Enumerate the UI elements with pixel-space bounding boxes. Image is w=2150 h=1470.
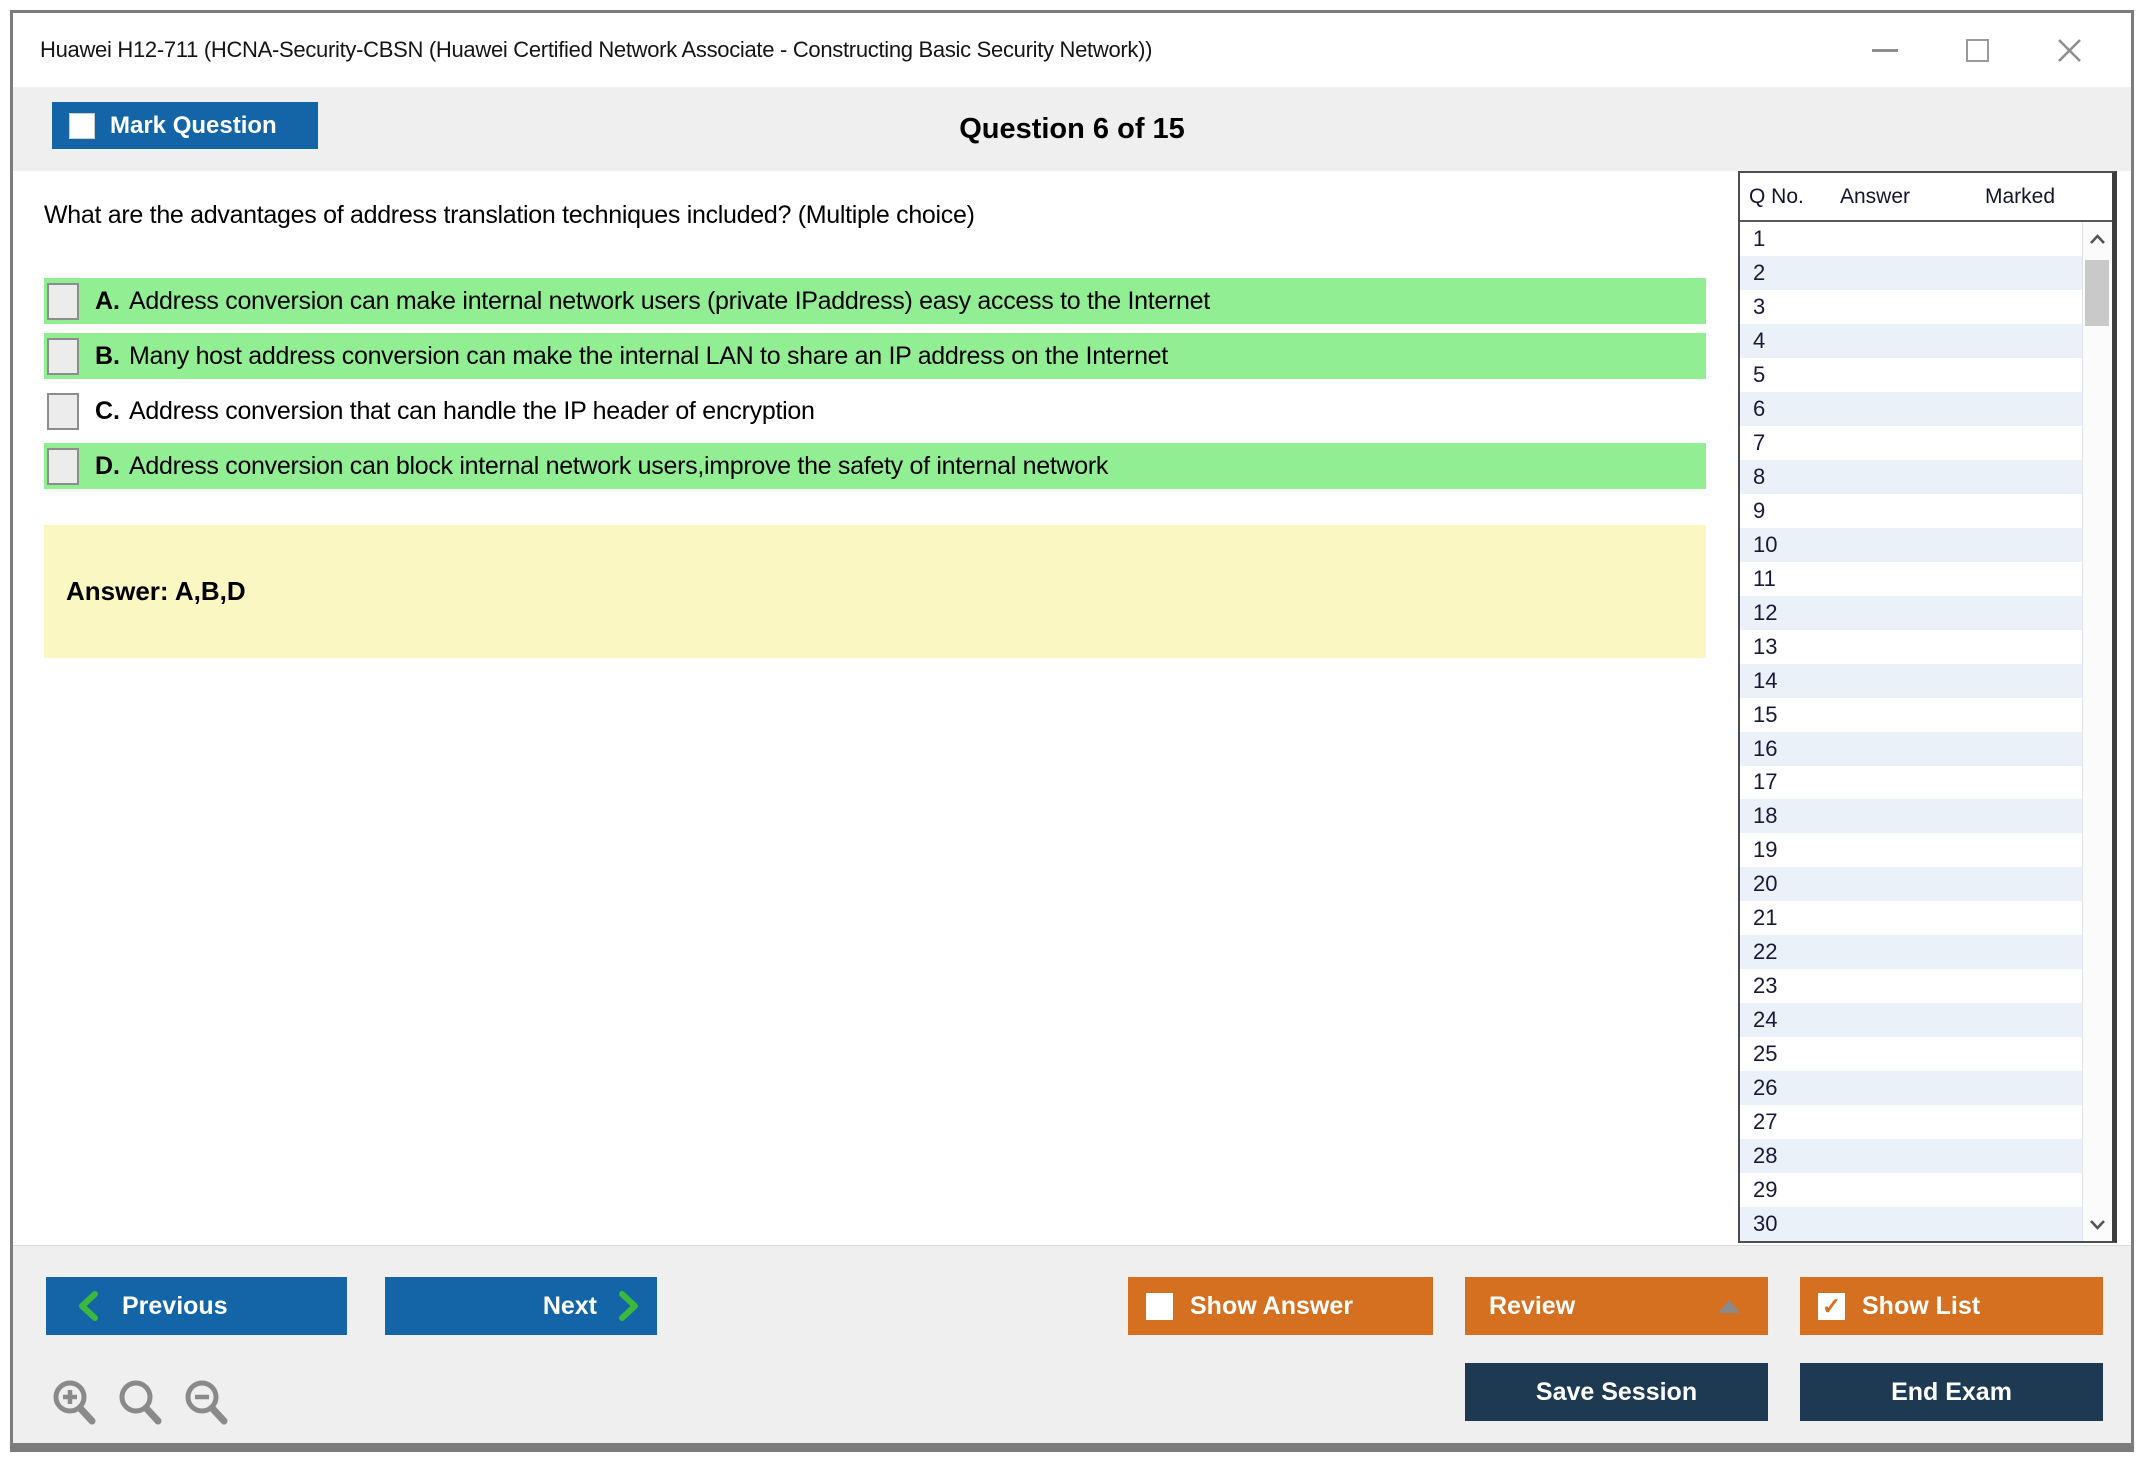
question-list-header xyxy=(1740,173,2112,222)
question-list-row[interactable] xyxy=(1740,596,2082,630)
chevron-up-icon xyxy=(2089,234,2106,245)
question-number-cell: 15 xyxy=(1753,701,1778,727)
previous-label: Previous xyxy=(122,1291,228,1320)
answer-option[interactable] xyxy=(44,443,1706,489)
option-checkbox[interactable] xyxy=(47,338,79,375)
option-letter: D. xyxy=(95,451,120,480)
question-text: What are the advantages of address translation techniques included? (Multiple choice) xyxy=(44,201,975,229)
show-list-checkbox[interactable] xyxy=(1818,1293,1845,1320)
close-button[interactable] xyxy=(2053,34,2085,66)
zoom-out-icon xyxy=(181,1376,233,1430)
footer-bar xyxy=(13,1245,2131,1443)
review-label: Review xyxy=(1489,1291,1576,1320)
question-number-cell: 10 xyxy=(1753,531,1778,557)
question-list-row[interactable] xyxy=(1740,1003,2082,1037)
column-answer: Answer xyxy=(1840,184,1911,208)
question-number-cell: 30 xyxy=(1753,1211,1778,1237)
question-list-body xyxy=(1740,222,2112,1241)
question-number-cell: 9 xyxy=(1753,497,1766,523)
question-number-cell: 1 xyxy=(1753,225,1766,251)
question-number-cell: 28 xyxy=(1753,1143,1778,1169)
zoom-out-button[interactable] xyxy=(181,1376,233,1430)
question-number-cell: 13 xyxy=(1753,633,1778,659)
minimize-icon xyxy=(1872,49,1898,52)
mark-question-label: Mark Question xyxy=(110,111,277,139)
question-list-row[interactable] xyxy=(1740,1037,2082,1071)
show-answer-label: Show Answer xyxy=(1190,1291,1353,1320)
chevron-down-icon xyxy=(2089,1219,2106,1230)
previous-button[interactable] xyxy=(46,1277,347,1335)
option-text: Many host address conversion can make the internal LAN to share an IP address on the Internet xyxy=(129,341,1168,370)
column-q-no: Q No. xyxy=(1749,184,1804,208)
maximize-button[interactable] xyxy=(1961,34,1993,66)
question-list-row[interactable] xyxy=(1740,732,2082,766)
question-number-cell: 22 xyxy=(1753,939,1778,965)
question-list-row[interactable] xyxy=(1740,766,2082,800)
question-number-cell: 3 xyxy=(1753,293,1766,319)
question-list-row[interactable] xyxy=(1740,901,2082,935)
option-text: Address conversion can make internal network users (private IPaddress) easy access to the Internet xyxy=(129,286,1210,315)
answer-option[interactable] xyxy=(44,333,1706,379)
question-number-cell: 2 xyxy=(1753,259,1766,285)
question-number-cell: 26 xyxy=(1753,1075,1778,1101)
option-checkbox[interactable] xyxy=(47,283,79,320)
question-list-row[interactable] xyxy=(1740,528,2082,562)
question-number-cell: 7 xyxy=(1753,429,1766,455)
next-label: Next xyxy=(542,1291,597,1320)
zoom-in-button[interactable] xyxy=(49,1376,101,1430)
question-list-row[interactable] xyxy=(1740,799,2082,833)
question-list-row[interactable] xyxy=(1740,256,2082,290)
magnifier-icon xyxy=(115,1376,167,1430)
show-list-button[interactable] xyxy=(1800,1277,2103,1335)
scrollbar-thumb[interactable] xyxy=(2085,260,2109,326)
content-area xyxy=(13,171,2131,1245)
show-answer-button[interactable] xyxy=(1128,1277,1433,1335)
title-bar xyxy=(13,13,2131,87)
question-list-row[interactable] xyxy=(1740,290,2082,324)
question-number-cell: 14 xyxy=(1753,667,1778,693)
question-list-row[interactable] xyxy=(1740,833,2082,867)
question-list-rows xyxy=(1740,222,2082,1241)
question-number-cell: 20 xyxy=(1753,871,1778,897)
question-number-cell: 8 xyxy=(1753,463,1766,489)
question-list-row[interactable] xyxy=(1740,1105,2082,1139)
question-number-cell: 18 xyxy=(1753,803,1778,829)
question-list-row[interactable] xyxy=(1740,460,2082,494)
question-number-cell: 4 xyxy=(1753,327,1766,353)
question-list-panel xyxy=(1738,171,2117,1243)
option-letter: A. xyxy=(95,286,120,315)
question-number-cell: 6 xyxy=(1753,395,1766,421)
question-number-cell: 25 xyxy=(1753,1041,1778,1067)
question-list-row[interactable] xyxy=(1740,324,2082,358)
question-list-row[interactable] xyxy=(1740,358,2082,392)
question-list-row[interactable] xyxy=(1740,1071,2082,1105)
question-list-row[interactable] xyxy=(1740,426,2082,460)
option-checkbox[interactable] xyxy=(47,393,79,430)
maximize-icon xyxy=(1966,39,1989,62)
save-session-label: Save Session xyxy=(1535,1377,1698,1406)
question-number-cell: 11 xyxy=(1753,565,1776,591)
close-icon xyxy=(2056,37,2083,64)
show-answer-checkbox[interactable] xyxy=(1146,1293,1173,1320)
option-letter: C. xyxy=(95,396,120,425)
question-list-row[interactable] xyxy=(1740,494,2082,528)
option-text: Address conversion that can handle the IP header of encryption xyxy=(129,396,815,425)
option-checkbox[interactable] xyxy=(47,448,79,485)
options-list xyxy=(44,278,1706,489)
option-text: Address conversion can block internal network users,improve the safety of internal network xyxy=(129,451,1109,480)
question-number-cell: 27 xyxy=(1753,1109,1778,1135)
header-bar xyxy=(13,87,2131,171)
window-title: Huawei H12-711 (HCNA-Security-CBSN (Huawei Certified Network Associate - Constructing Basic Security Network)) xyxy=(40,37,1153,62)
next-button[interactable] xyxy=(385,1277,657,1335)
question-list-scrollbar[interactable] xyxy=(2082,222,2112,1241)
question-list-row[interactable] xyxy=(1740,935,2082,969)
minimize-button[interactable] xyxy=(1869,34,1901,66)
scroll-down-button[interactable] xyxy=(2083,1207,2112,1241)
answer-option[interactable] xyxy=(44,278,1706,324)
chevron-right-icon xyxy=(617,1291,641,1321)
question-number-cell: 19 xyxy=(1753,837,1778,863)
question-number-cell: 21 xyxy=(1753,905,1778,931)
window-controls xyxy=(1869,34,2085,66)
question-number-cell: 17 xyxy=(1753,769,1778,795)
question-list-row[interactable] xyxy=(1740,664,2082,698)
end-exam-label: End Exam xyxy=(1891,1377,2012,1406)
question-counter: Question 6 of 15 xyxy=(959,112,1185,145)
triangle-up-icon xyxy=(1718,1300,1740,1313)
review-button[interactable] xyxy=(1465,1277,1768,1335)
save-session-button[interactable] xyxy=(1465,1363,1768,1421)
scroll-up-button[interactable] xyxy=(2083,222,2112,256)
zoom-in-icon xyxy=(49,1376,101,1430)
option-letter: B. xyxy=(95,341,120,370)
question-list-row[interactable] xyxy=(1740,1207,2082,1241)
answer-box xyxy=(44,525,1706,658)
question-number-cell: 23 xyxy=(1753,973,1778,999)
question-number-cell: 12 xyxy=(1753,599,1778,625)
question-list-row[interactable] xyxy=(1740,392,2082,426)
question-list-row[interactable] xyxy=(1740,867,2082,901)
show-list-label: Show List xyxy=(1862,1291,1981,1320)
question-list-row[interactable] xyxy=(1740,562,2082,596)
question-list-row[interactable] xyxy=(1740,1173,2082,1207)
question-list-row[interactable] xyxy=(1740,222,2082,256)
chevron-left-icon xyxy=(76,1291,100,1321)
question-number-cell: 29 xyxy=(1753,1177,1778,1203)
question-list-row[interactable] xyxy=(1740,1139,2082,1173)
answer-text: Answer: A,B,D xyxy=(66,576,246,606)
column-marked: Marked xyxy=(1985,184,2056,208)
end-exam-button[interactable] xyxy=(1800,1363,2103,1421)
answer-option[interactable] xyxy=(44,388,1706,434)
question-number-cell: 24 xyxy=(1753,1007,1778,1033)
question-list-row[interactable] xyxy=(1740,969,2082,1003)
question-number-cell: 16 xyxy=(1753,735,1778,761)
question-list-row[interactable] xyxy=(1740,630,2082,664)
question-number-cell: 5 xyxy=(1753,361,1766,387)
app-window xyxy=(10,10,2134,1452)
zoom-reset-button[interactable] xyxy=(115,1376,167,1430)
check-icon: ✓ xyxy=(1821,1292,1842,1319)
zoom-controls xyxy=(49,1376,233,1430)
question-list-row[interactable] xyxy=(1740,698,2082,732)
